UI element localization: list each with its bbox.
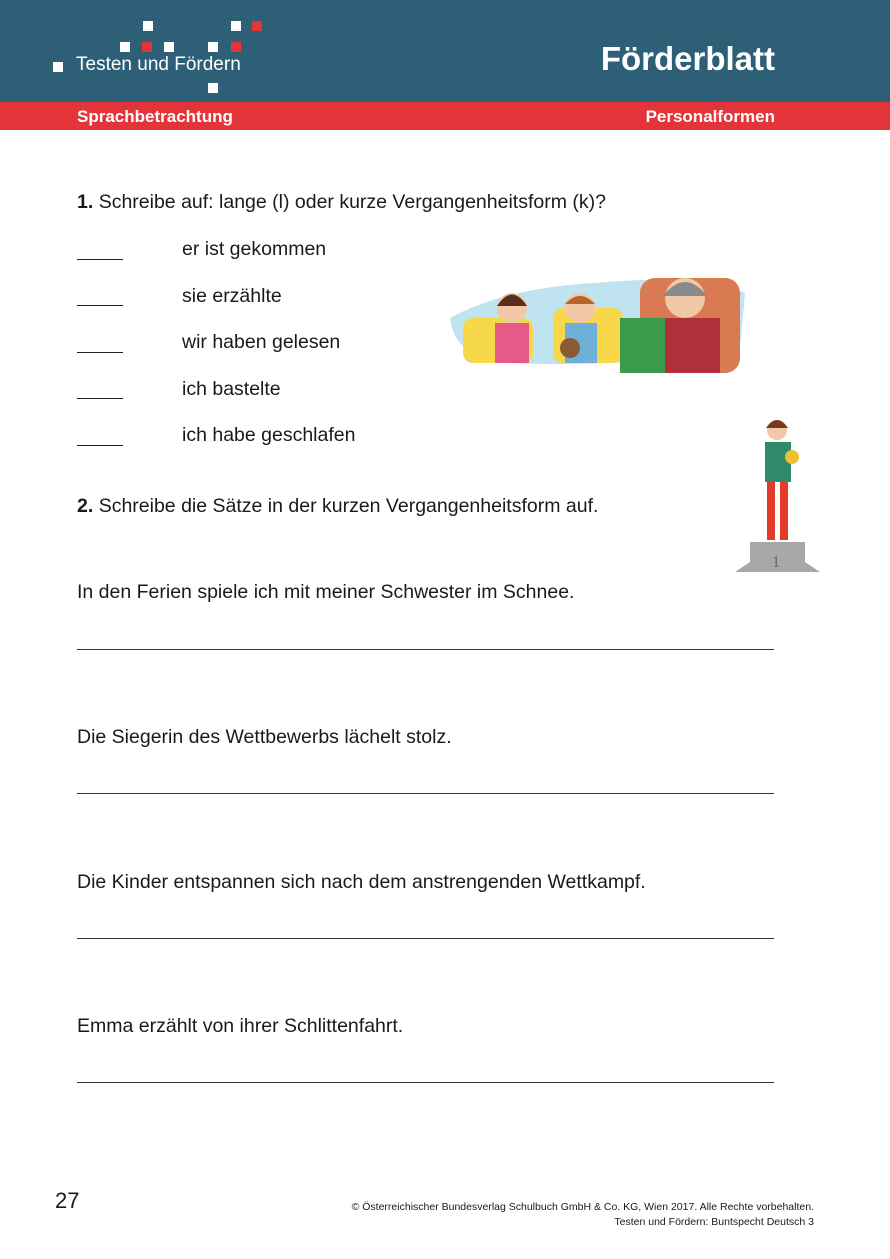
answer-blank[interactable] [77, 305, 123, 306]
sentence: Die Siegerin des Wettbewerbs lächelt stolz. [77, 726, 452, 748]
page-number: 27 [55, 1188, 80, 1213]
footer-credits [352, 1200, 814, 1230]
logo-text: Testen und Fördern [76, 54, 241, 75]
topic-label: Personalformen [645, 107, 775, 126]
sentence: Emma erzählt von ihrer Schlittenfahrt. [77, 1015, 404, 1037]
task1-item: sie erzählte [182, 285, 282, 307]
task2-instruction: 2. Schreibe die Sätze in der kurzen Vergangenheitsform auf. [77, 495, 599, 517]
task1-item: er ist gekommen [182, 238, 327, 260]
book-title: Testen und Fördern: Buntspecht Deutsch 3 [614, 1216, 814, 1228]
task1-item: ich habe geschlafen [182, 424, 356, 446]
winner-podium-illustration [730, 412, 825, 592]
answer-line[interactable] [77, 1082, 774, 1083]
task1-instruction: 1. Schreibe auf: lange (l) oder kurze Vergangenheitsform (k)? [77, 191, 606, 213]
answer-blank[interactable] [77, 398, 123, 399]
reading-family-illustration [445, 268, 750, 378]
sentence: Die Kinder entspannen sich nach dem anstrengenden Wettkampf. [77, 871, 646, 893]
page-title: Förderblatt [600, 40, 775, 77]
answer-line[interactable] [77, 793, 774, 794]
sentence: In den Ferien spiele ich mit meiner Schwester im Schnee. [77, 581, 575, 603]
answer-blank[interactable] [77, 445, 123, 446]
answer-blank[interactable] [77, 259, 123, 260]
copyright: © Österreichischer Bundesverlag Schulbuch GmbH & Co. KG, Wien 2017. Alle Rechte vorbehalten. [351, 1201, 814, 1213]
svg-text:1: 1 [772, 554, 780, 571]
answer-blank[interactable] [77, 352, 123, 353]
answer-line[interactable] [77, 649, 774, 650]
task1-item: ich bastelte [182, 378, 281, 400]
task1-item: wir haben gelesen [182, 331, 341, 353]
subject-label: Sprachbetrachtung [77, 107, 233, 126]
answer-line[interactable] [77, 938, 774, 939]
